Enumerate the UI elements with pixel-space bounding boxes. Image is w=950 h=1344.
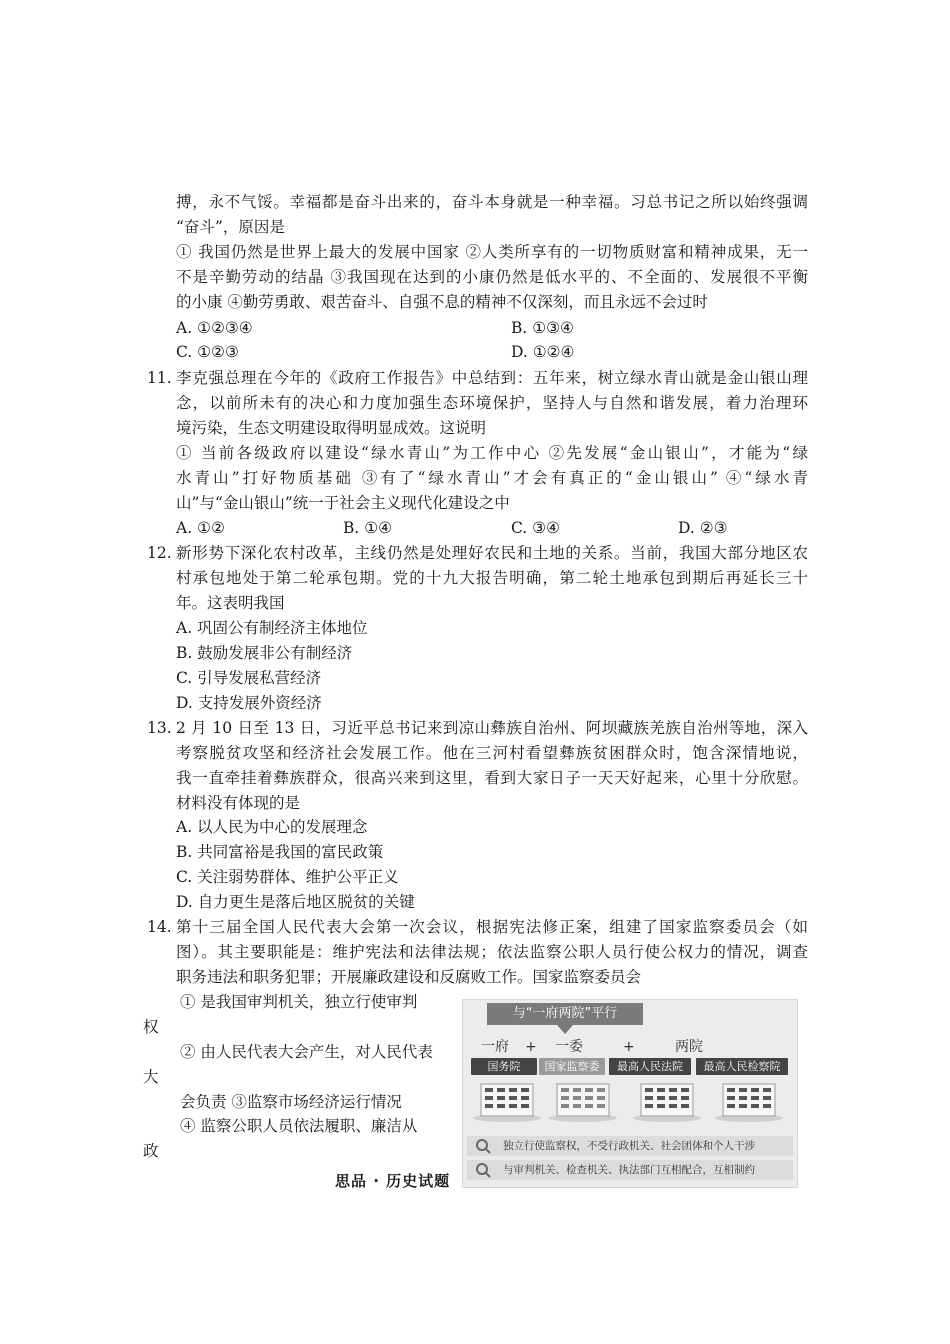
q13-option-c[interactable]: C. 关注弱势群体、维护公平正义 <box>176 868 399 886</box>
q12-number: 12. <box>147 544 172 562</box>
q10-option-a[interactable]: A. ①②③④ <box>176 319 253 337</box>
q13-line-1: 2 月 10 日至 13 日，习近平总书记来到凉山彝族自治州、阿坝藏族羌族自治州等地，深入 <box>176 719 808 737</box>
q14-number: 14. <box>147 918 172 936</box>
q10-line-1: 搏，永不气馁。幸福都是奋斗出来的，奋斗本身就是一种幸福。习总书记之所以始终强调 <box>176 193 808 211</box>
figure-note-1-text: 独立行使监察权，不受行政机关、社会团体和个人干涉 <box>503 1140 755 1152</box>
q12-option-d[interactable]: D. 支持发展外资经济 <box>176 694 322 712</box>
q10-option-d[interactable]: D. ①②④ <box>511 343 575 361</box>
q14-body-3: ② 由人民代表大会产生，对人民代表 <box>180 1043 433 1061</box>
q10-line-3: ① 我国仍然是世界上最大的发展中国家 ②人类所享有的一切物质财富和精神成果，无一 <box>176 243 808 261</box>
label-yifu: 一府 <box>481 1039 509 1055</box>
magnifier-icon <box>475 1138 491 1154</box>
q14-line-1: 第十三届全国人民代表大会第一次会议，根据宪法修正案，组建了国家监察委员会（如 <box>176 918 808 936</box>
page-footer: 思品 · 历史试题 <box>335 1172 451 1190</box>
building-icon <box>471 1078 543 1122</box>
q14-line-3: 职务违法和职务犯罪；开展廉政建设和反腐败工作。国家监察委员会 <box>176 968 642 986</box>
building-icon <box>713 1078 785 1122</box>
q13-line-2: 考察脱贫攻坚和经济社会发展工作。他在三河村看望彝族贫困群众时，饱含深情地说， <box>176 744 808 762</box>
q11-number: 11. <box>147 369 172 387</box>
q12-option-a[interactable]: A. 巩固公有制经济主体地位 <box>176 619 368 637</box>
badge-supervision-commission: 国家监察委 <box>539 1058 605 1075</box>
q14-body-7: 政 <box>143 1142 159 1160</box>
q13-number: 13. <box>147 719 172 737</box>
q12-option-b[interactable]: B. 鼓励发展非公有制经济 <box>176 644 353 662</box>
label-plus-1: + <box>525 1039 537 1055</box>
label-plus-2: + <box>623 1039 635 1055</box>
q11-option-d[interactable]: D. ②③ <box>678 519 728 537</box>
building-icon <box>631 1078 703 1122</box>
q11-line-2: 念，以前所未有的决心和力度加强生态环境保护，坚持人与自然和谐发展，着力治理环 <box>176 394 808 412</box>
q11-option-a[interactable]: A. ①② <box>176 519 225 537</box>
q12-line-3: 年。这表明我国 <box>176 594 285 612</box>
q11-line-4: ① 当前各级政府以建设“绿水青山”为工作中心 ②先发展“金山银山”，才能为“绿 <box>176 444 808 462</box>
badge-supreme-procuratorate: 最高人民检察院 <box>696 1058 788 1075</box>
label-liangyuan: 两院 <box>675 1039 703 1055</box>
badge-supreme-court: 最高人民法院 <box>609 1058 691 1075</box>
q11-option-c[interactable]: C. ③④ <box>511 519 560 537</box>
q13-option-d[interactable]: D. 自力更生是落后地区脱贫的关键 <box>176 893 415 911</box>
q10-line-4: 不是辛勤劳动的结晶 ③我国现在达到的小康仍然是低水平的、不全面的、发展很不平衡 <box>176 268 808 286</box>
figure-note-2 <box>467 1160 793 1180</box>
q10-line-2: “奋斗”，原因是 <box>176 218 285 236</box>
building-icon <box>547 1078 619 1122</box>
q11-line-6: 山”与“金山银山”统一于社会主义现代化建设之中 <box>176 494 510 512</box>
title-pointer <box>557 1025 573 1034</box>
q13-option-b[interactable]: B. 共同富裕是我国的富民政策 <box>176 843 384 861</box>
q10-option-b[interactable]: B. ①③④ <box>511 319 574 337</box>
q13-line-3: 我一直牵挂着彝族群众，很高兴来到这里，看到大家日子一天天好起来，心里十分欣慰。 <box>176 769 808 787</box>
q11-line-5: 水青山”打好物质基础 ③有了“绿水青山”才会有真正的“金山银山” ④“绿水青 <box>176 469 808 487</box>
q14-body-1: ① 是我国审判机关，独立行使审判 <box>180 993 418 1011</box>
q10-option-c[interactable]: C. ①②③ <box>176 343 239 361</box>
q14-body-2: 权 <box>143 1018 159 1036</box>
supervision-commission-figure <box>462 999 798 1188</box>
badge-state-council: 国务院 <box>471 1058 537 1075</box>
figure-note-1 <box>467 1136 793 1156</box>
q13-option-a[interactable]: A. 以人民为中心的发展理念 <box>176 818 368 836</box>
q12-option-c[interactable]: C. 引导发展私营经济 <box>176 669 322 687</box>
q14-body-4: 大 <box>143 1068 159 1086</box>
q12-line-1: 新形势下深化农村改革，主线仍然是处理好农民和土地的关系。当前，我国大部分地区农 <box>176 544 808 562</box>
q12-line-2: 村承包地处于第二轮承包期。党的十九大报告明确，第二轮土地承包到期后再延长三十 <box>176 569 808 587</box>
q10-line-5: 的小康 ④勤劳勇敢、艰苦奋斗、自强不息的精神不仅深刻，而且永远不会过时 <box>176 293 708 311</box>
q14-body-6: ④ 监察公职人员依法履职、廉洁从 <box>180 1117 418 1135</box>
magnifier-icon <box>475 1162 491 1178</box>
q14-body-5: 会负责 ③监察市场经济运行情况 <box>180 1093 402 1111</box>
q11-option-b[interactable]: B. ①④ <box>343 519 393 537</box>
label-yiwei: 一委 <box>555 1039 583 1055</box>
q11-line-1: 李克强总理在今年的《政府工作报告》中总结到：五年来，树立绿水青山就是金山银山理 <box>176 369 808 387</box>
figure-title: 与“一府两院”平行 <box>487 1003 643 1025</box>
q11-line-3: 境污染，生态文明建设取得明显成效。这说明 <box>176 419 487 437</box>
q14-line-2: 图）。其主要职能是：维护宪法和法律法规；依法监察公职人员行使公权力的情况，调查 <box>176 943 808 961</box>
q13-line-4: 材料没有体现的是 <box>176 794 301 812</box>
figure-note-2-text: 与审判机关、检查机关、执法部门互相配合，互相制约 <box>503 1164 755 1176</box>
